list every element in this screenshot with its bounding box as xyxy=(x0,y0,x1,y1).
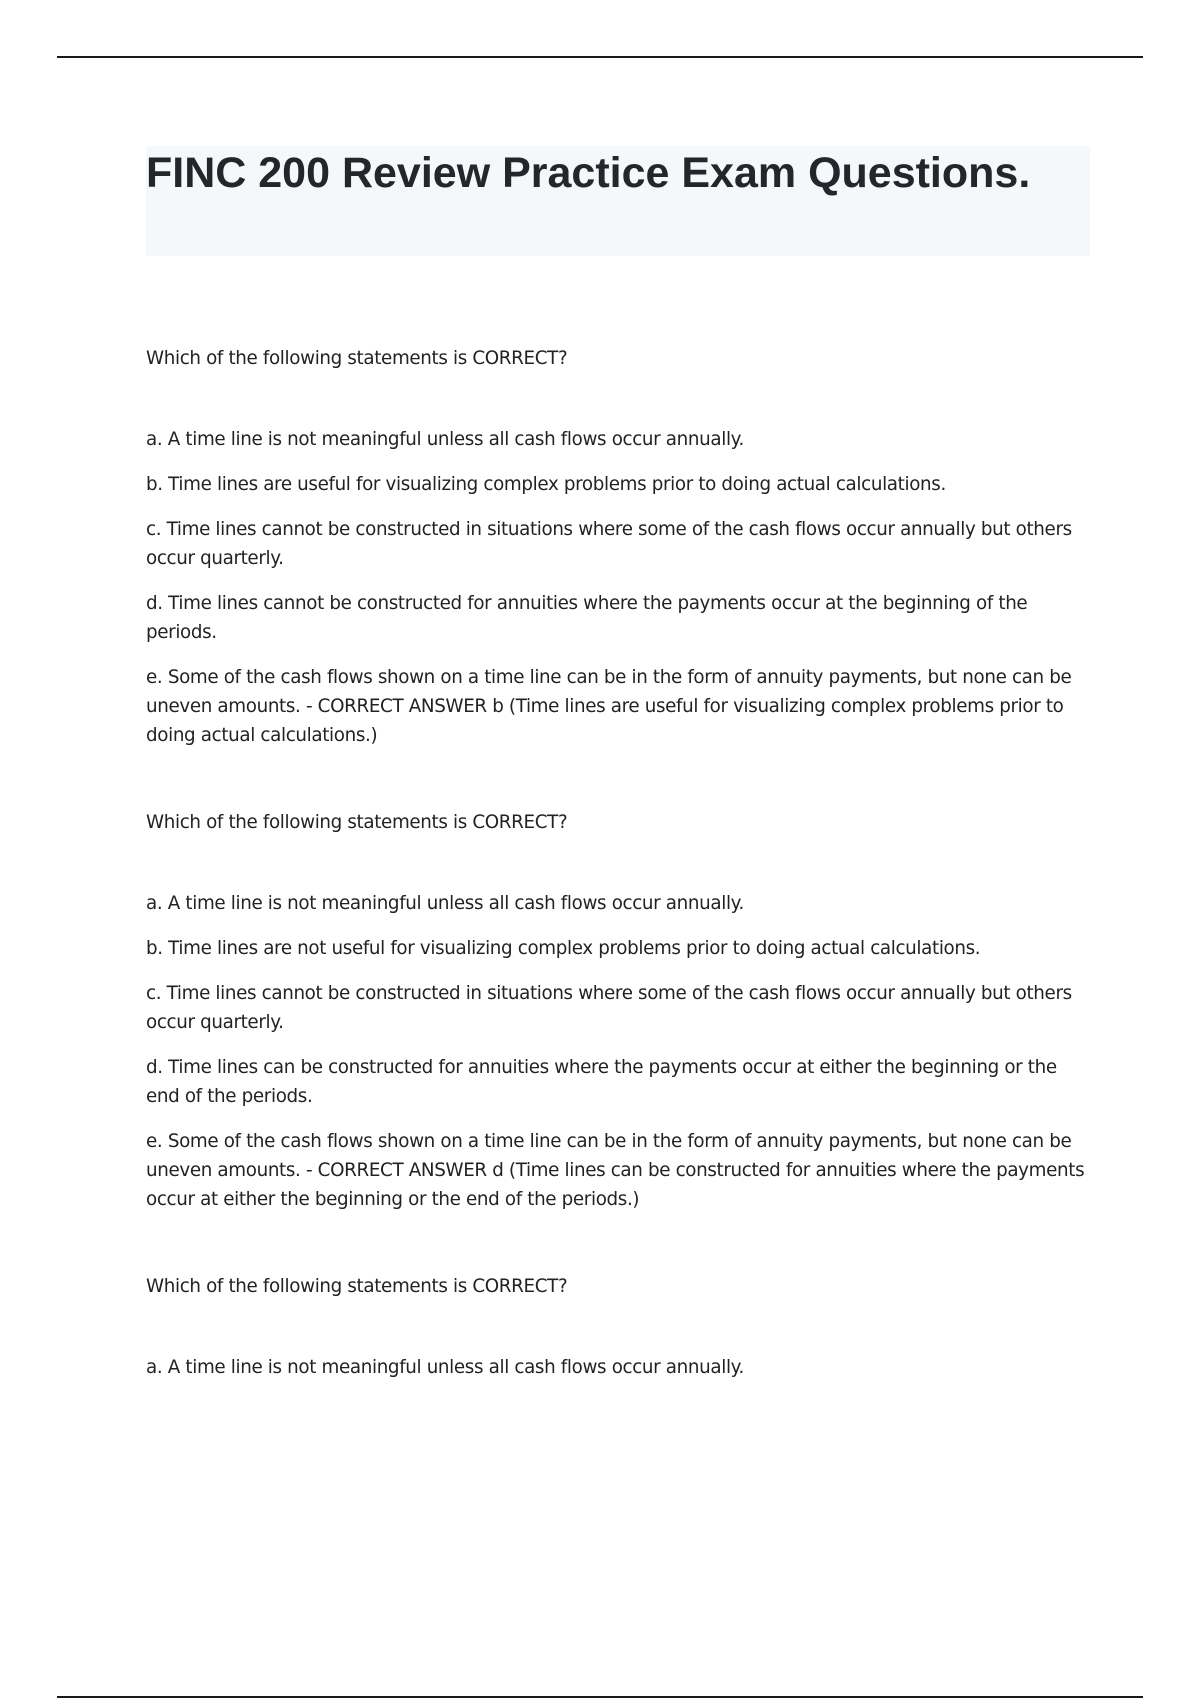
answer-option: a. A time line is not meaningful unless all cash flows occur annually. xyxy=(146,429,744,450)
question-block xyxy=(146,808,1090,1214)
answer-option: b. Time lines are useful for visualizing complex problems prior to doing actual calculations. xyxy=(146,474,946,495)
answer-option-with-correct-answer: e. Some of the cash flows shown on a time line can be in the form of annuity payments, but none can be uneven amounts. - CORRECT ANSWER b (Time lines are useful for visualizing complex problems prior to doing actual calculations.) xyxy=(146,667,1072,746)
question-prompt: Which of the following statements is CORRECT? xyxy=(146,812,568,833)
answer-option: d. Time lines can be constructed for annuities where the payments occur at either the beginning or the end of the periods. xyxy=(146,1057,1057,1107)
question-block xyxy=(146,344,1090,750)
page-title: FINC 200 Review Practice Exam Questions. xyxy=(146,149,1031,197)
question-block xyxy=(146,1272,1090,1382)
answer-option: b. Time lines are not useful for visualizing complex problems prior to doing actual calculations. xyxy=(146,938,981,959)
answer-option: c. Time lines cannot be constructed in situations where some of the cash flows occur annually but others occur quarterly. xyxy=(146,519,1072,569)
question-prompt: Which of the following statements is CORRECT? xyxy=(146,1276,568,1297)
answer-option: c. Time lines cannot be constructed in situations where some of the cash flows occur annually but others occur quarterly. xyxy=(146,983,1072,1033)
footer-divider xyxy=(57,1696,1143,1698)
answer-option: a. A time line is not meaningful unless all cash flows occur annually. xyxy=(146,1357,744,1378)
answer-option-with-correct-answer: e. Some of the cash flows shown on a time line can be in the form of annuity payments, but none can be uneven amounts. - CORRECT ANSWER d (Time lines can be constructed for annuities where the payments occur at either the beginning or the end of the periods.) xyxy=(146,1131,1085,1210)
header-divider xyxy=(57,56,1143,58)
question-prompt: Which of the following statements is CORRECT? xyxy=(146,348,568,369)
answer-option: a. A time line is not meaningful unless all cash flows occur annually. xyxy=(146,893,744,914)
answer-option: d. Time lines cannot be constructed for annuities where the payments occur at the beginning of the periods. xyxy=(146,593,1028,643)
questions-body xyxy=(146,344,1090,1440)
